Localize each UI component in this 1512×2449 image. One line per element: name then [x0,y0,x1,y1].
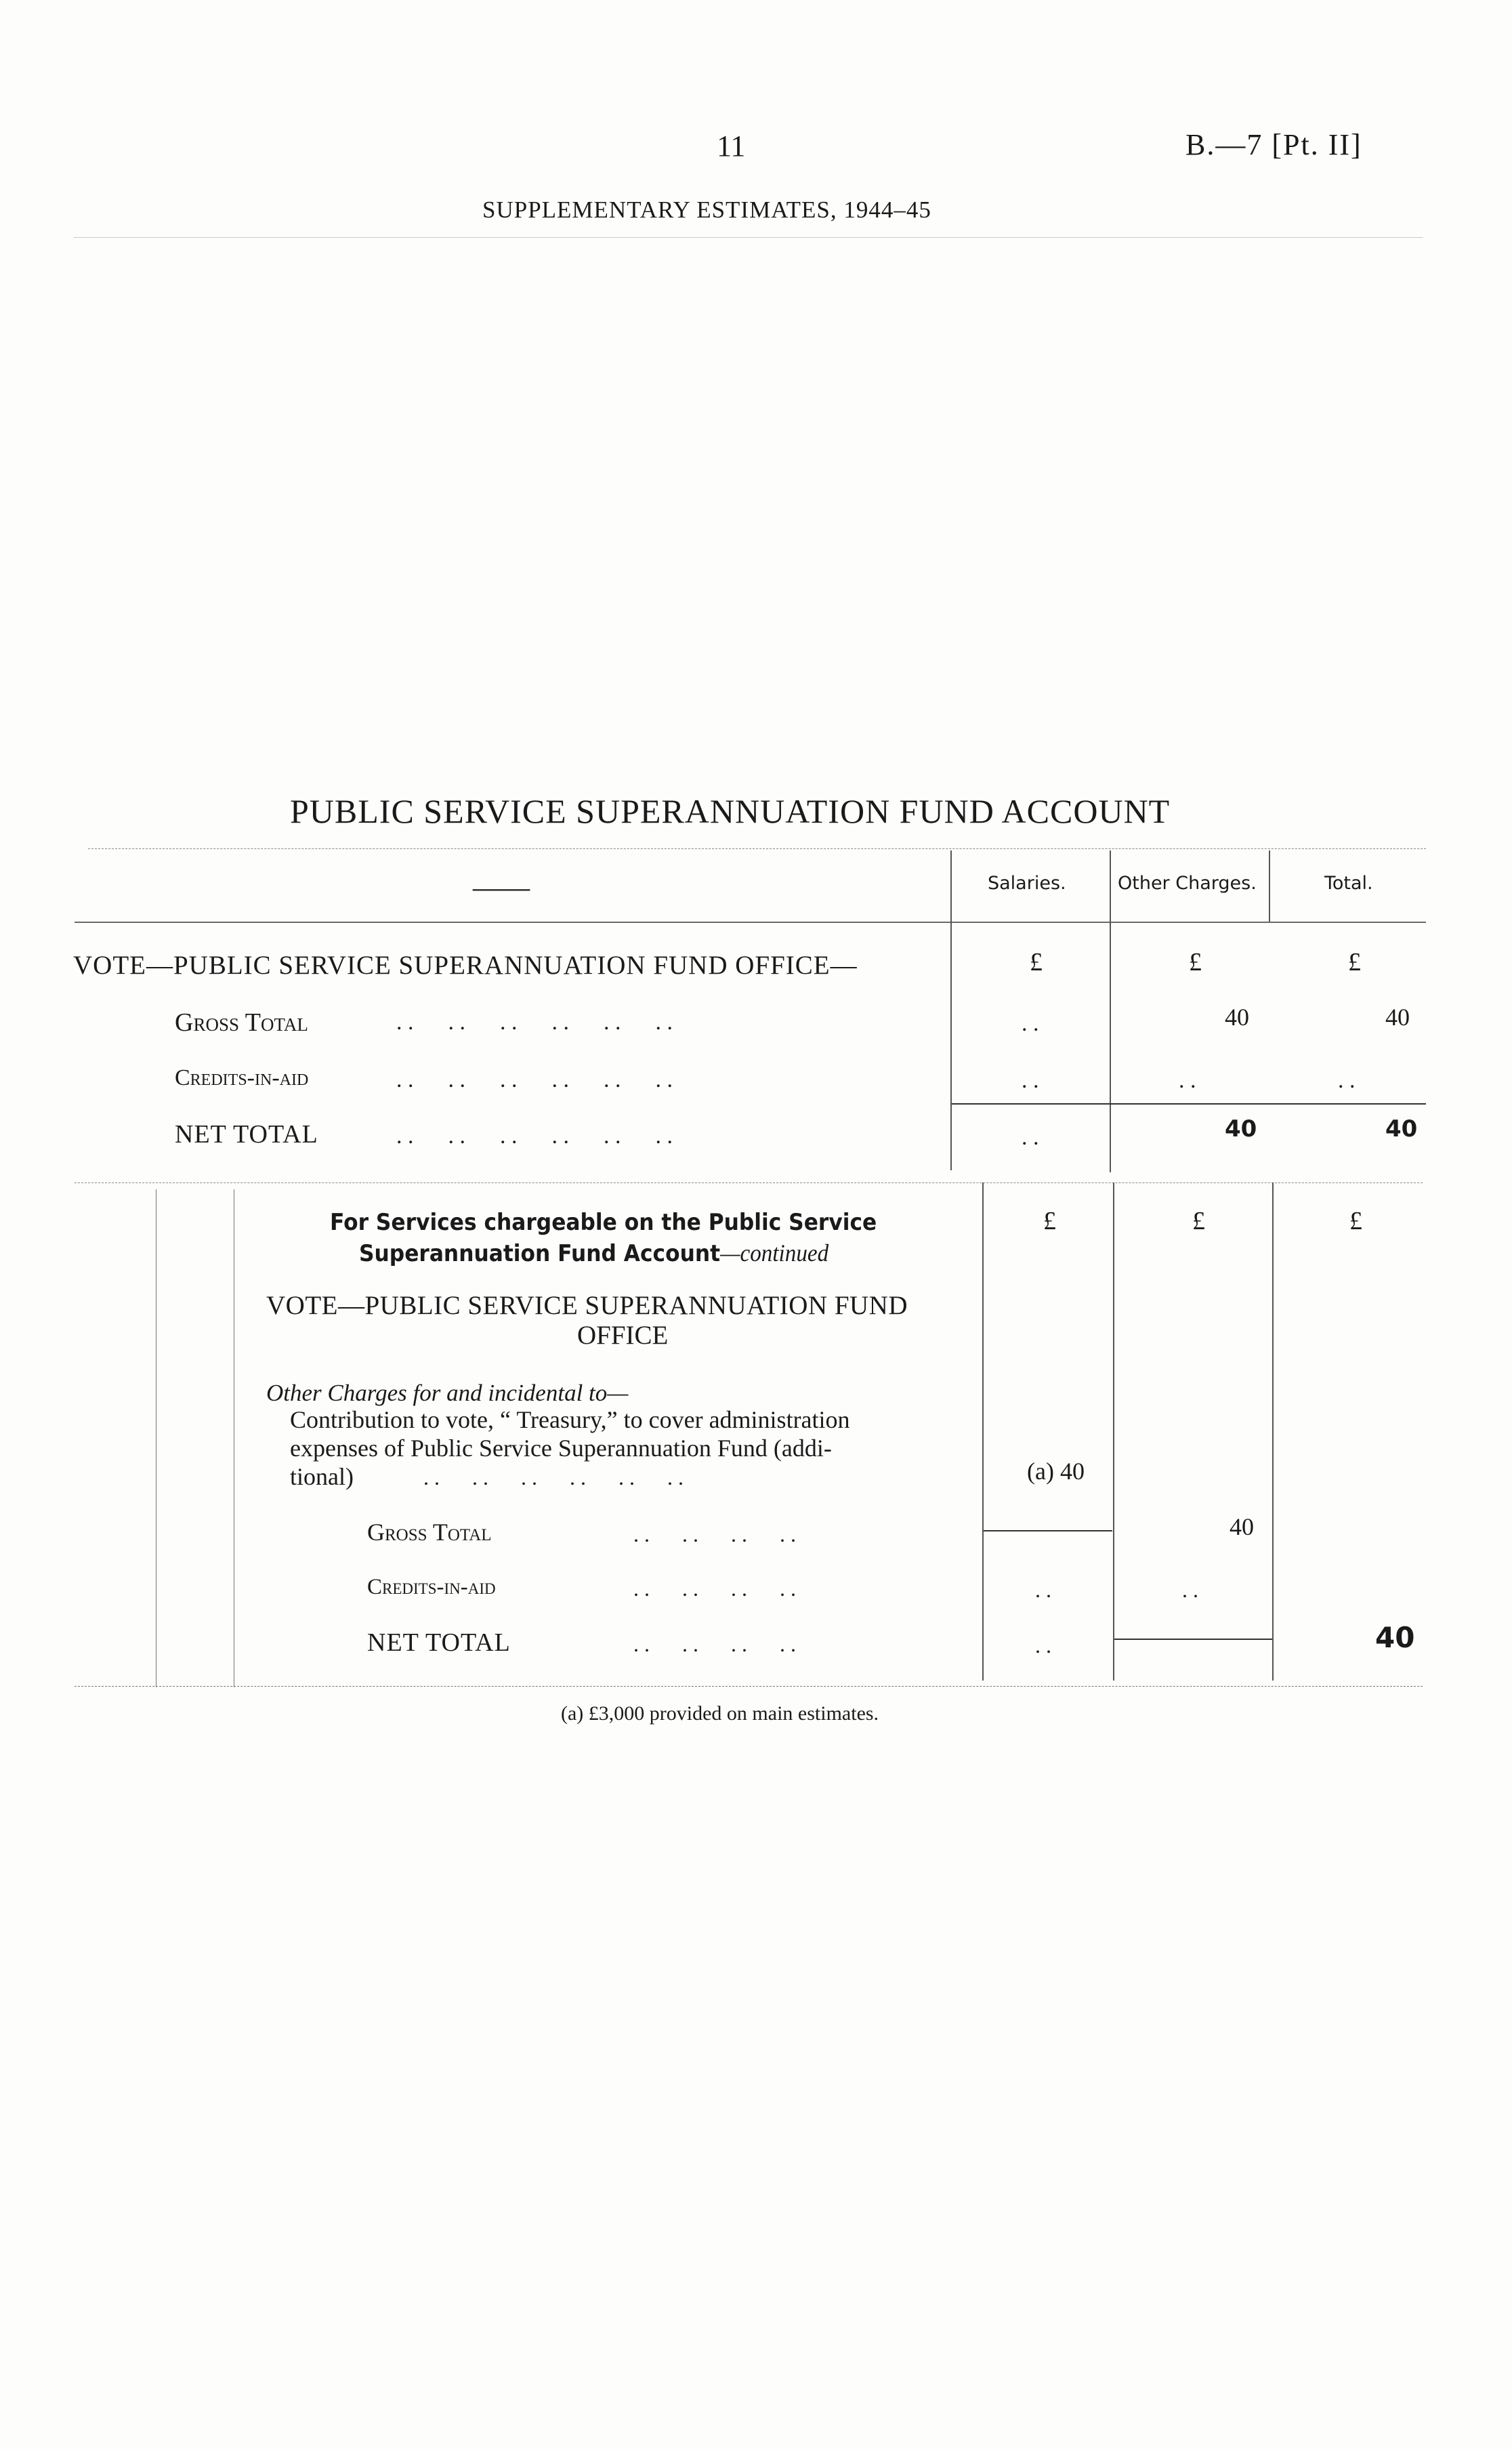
summary-gross-other: 40 [1225,1004,1249,1031]
detail-credits-col1: . . [1035,1578,1051,1602]
summary-credits-total: . . [1338,1068,1356,1093]
detail-net-col3: 40 [1375,1621,1415,1654]
detail-currency-2: £ [1192,1207,1205,1235]
summary-net-total-label: NET TOTAL [175,1120,318,1149]
detail-currency-3: £ [1349,1207,1362,1235]
detail-gross-col2: 40 [1230,1513,1254,1540]
summary-gross-total-label: Gross Total [175,1008,308,1037]
summary-leaders: . . . . . . . . . . . . [396,1124,673,1149]
summary-col-divider-2 [1110,850,1111,1172]
detail-item-value: (a) 40 [1027,1458,1085,1485]
summary-credits-salaries: . . [1022,1068,1039,1093]
summary-credits-other: . . [1179,1068,1196,1093]
summary-stub-heading: — [473,871,530,904]
detail-item-line-2: expenses of Public Service Superannuation Fund (addi- [290,1435,832,1462]
detail-col-divider-3 [1272,1182,1274,1681]
currency-salaries: £ [1030,948,1043,976]
detail-leaders: . . . . . . . . [633,1576,796,1601]
summary-col-divider-1 [950,850,952,1170]
detail-net-col1: . . [1035,1633,1051,1658]
summary-net-rule [952,1103,1426,1105]
detail-bottom-rule [75,1686,1423,1687]
page-number: 11 [717,129,746,163]
document-reference: B.—7 [Pt. II] [1185,128,1362,161]
detail-col-divider-1 [982,1182,984,1681]
detail-col-divider-2 [1113,1182,1114,1681]
detail-subhead: Other Charges for and incidental to— [266,1380,629,1406]
detail-gross-rule [984,1530,1112,1531]
running-title: SUPPLEMENTARY ESTIMATES, 1944–45 [482,197,931,223]
column-header-total: Total. [1324,873,1373,894]
summary-gross-salaries: . . [1022,1011,1039,1036]
detail-vote-line-2: OFFICE [577,1321,669,1350]
summary-leaders: . . . . . . . . . . . . [396,1067,673,1092]
detail-item-leaders: . . . . . . . . . . . . [423,1465,684,1489]
currency-other-charges: £ [1189,948,1202,976]
summary-col-divider-3 [1269,850,1270,922]
detail-leaders: . . . . . . . . [633,1522,796,1546]
detail-credits-col2: . . [1182,1578,1198,1602]
detail-currency-1: £ [1043,1207,1056,1235]
detail-item-line-3: tional) [290,1463,354,1490]
summary-top-rule [88,848,1426,849]
summary-credits-label: Credits-in-aid [175,1065,309,1090]
detail-gross-total-label: Gross Total [367,1519,492,1546]
currency-total: £ [1348,948,1361,976]
column-header-salaries: Salaries. [988,873,1066,894]
vote-title: VOTE—PUBLIC SERVICE SUPERANNUATION FUND OFFICE— [73,951,858,980]
summary-head-rule [75,922,1426,923]
section-title: PUBLIC SERVICE SUPERANNUATION FUND ACCOUNT [290,792,1171,830]
summary-net-total: 40 [1385,1115,1418,1143]
detail-heading-continued: —continued [720,1239,829,1267]
summary-gross-total: 40 [1385,1004,1410,1031]
detail-net-rule [1114,1639,1272,1640]
detail-item-line-1: Contribution to vote, “ Treasury,” to cover administration [290,1406,850,1433]
detail-top-rule [75,1182,1423,1183]
summary-net-salaries: . . [1022,1125,1039,1150]
detail-vote-line-1: VOTE—PUBLIC SERVICE SUPERANNUATION FUND [266,1291,908,1320]
detail-net-total-label: NET TOTAL [367,1628,511,1657]
column-header-other-charges: Other Charges. [1118,873,1257,894]
detail-heading-line-2 [359,1239,828,1267]
detail-credits-label: Credits-in-aid [367,1575,496,1599]
footnote: (a) £3,000 provided on main estimates. [561,1702,879,1725]
header-rule [75,237,1423,238]
detail-heading-account: Superannuation Fund Account [359,1240,721,1267]
summary-net-other: 40 [1225,1115,1257,1143]
detail-heading-line-1: For Services chargeable on the Public Service [330,1209,877,1236]
detail-leaders: . . . . . . . . [633,1632,796,1656]
summary-leaders: . . . . . . . . . . . . [396,1010,673,1035]
